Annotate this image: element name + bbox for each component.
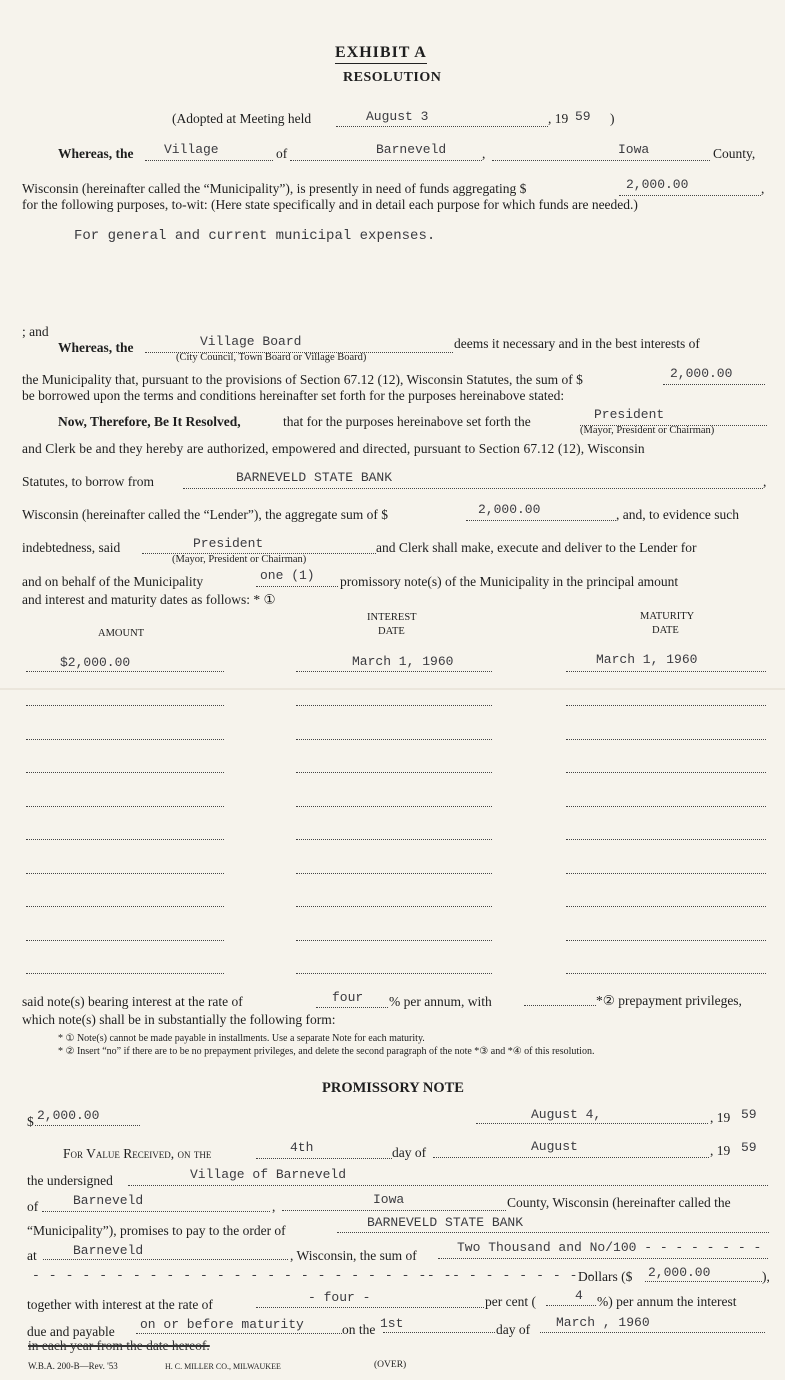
whereas-1-comma: , xyxy=(482,146,486,161)
resolved-line-7: and interest and maturity dates as follows: * ① xyxy=(22,592,276,607)
schedule-blank-line xyxy=(26,772,224,773)
col-header-maturity-date: DATE xyxy=(652,625,679,636)
schedule-blank-line xyxy=(26,739,224,740)
fvr-month: August xyxy=(531,1139,578,1154)
entity-name: Barneveld xyxy=(376,142,447,157)
note-count: one (1) xyxy=(260,568,315,583)
pay-place: Barneveld xyxy=(73,1243,144,1258)
aggregate-amount: 2,000.00 xyxy=(478,502,541,517)
document-subtitle: RESOLUTION xyxy=(343,70,442,85)
resolved-line-3-end: , xyxy=(763,474,767,489)
sum-words-line xyxy=(438,1258,768,1259)
interest-rate: four xyxy=(332,990,364,1005)
due-day: 1st xyxy=(380,1316,404,1331)
amount-line-1 xyxy=(619,195,761,196)
interest-clause-line-2: which note(s) shall be in substantially the following form: xyxy=(22,1012,336,1027)
payee-name: BARNEVELD STATE BANK xyxy=(367,1215,524,1230)
entity-type: Village xyxy=(164,142,219,157)
schedule-interest-date: March 1, 1960 xyxy=(352,654,454,669)
whereas-2-line-2: the Municipality that, pursuant to the provisions of Section 67.12 (12), Wisconsin Statutes, the sum of $ xyxy=(22,372,583,387)
adopted-prefix: (Adopted at Meeting held xyxy=(172,111,312,126)
col-header-amount: AMOUNT xyxy=(98,628,145,639)
fvr-day: 4th xyxy=(290,1140,314,1155)
resolved-line-3: Statutes, to borrow from xyxy=(22,474,154,489)
note-amount-line xyxy=(35,1125,140,1126)
resolved-line-4-end: , and, to evidence such xyxy=(616,507,739,522)
form-number: W.B.A. 200-B—Rev. '53 xyxy=(28,1361,118,1371)
fvr-day-line xyxy=(256,1158,392,1159)
payee-line xyxy=(337,1232,769,1233)
due-when: on or before maturity xyxy=(140,1317,304,1332)
footnote-1: * ① Note(s) cannot be made payable in installments. Use a separate Note for each maturity. xyxy=(58,1033,425,1044)
entity-name-line xyxy=(290,160,482,161)
struck-text: in each year from the date hereof. xyxy=(28,1338,210,1353)
pay-place-line xyxy=(43,1259,288,1260)
schedule-blank-line xyxy=(26,873,224,874)
fvr-label: For Value Received, on the xyxy=(63,1146,212,1161)
officer-title: President xyxy=(594,407,665,422)
resolved-line-4: Wisconsin (hereinafter called the “Lender”), the aggregate sum of $ xyxy=(22,507,389,522)
whereas-1-line-2-end: , xyxy=(761,181,765,196)
whereas-2-label: Whereas, the xyxy=(58,340,134,355)
place-comma: , xyxy=(272,1199,276,1214)
entity-type-line xyxy=(145,160,273,161)
schedule-blank-line xyxy=(296,973,492,974)
adopted-year: 59 xyxy=(575,109,591,124)
schedule-blank-line xyxy=(26,671,224,672)
rate-num-line xyxy=(546,1305,596,1306)
interest-clause-end: *② prepayment privileges, xyxy=(596,993,742,1008)
sum-words: Two Thousand and No/100 - - - - - - - - xyxy=(457,1240,762,1255)
printer-name: H. C. MILLER CO., MILWAUKEE xyxy=(165,1362,281,1371)
due-day-line xyxy=(383,1332,495,1333)
lender-line xyxy=(183,488,763,489)
rate-words: - four - xyxy=(308,1290,371,1305)
schedule-maturity-date: March 1, 1960 xyxy=(596,652,698,667)
whereas-1-line-3: for the following purposes, to-wit: (Here state specifically and in detail each purpose for which funds are needed.) xyxy=(22,197,638,212)
schedule-blank-line xyxy=(566,839,766,840)
governing-body: Village Board xyxy=(200,334,302,349)
over-label: (OVER) xyxy=(374,1360,407,1370)
due-label: due and payable xyxy=(27,1324,115,1339)
whereas-2-line-3: be borrowed upon the terms and conditions hereinafter set forth for the purposes hereinabove stated: xyxy=(22,388,565,403)
needed-amount: 2,000.00 xyxy=(626,177,689,192)
schedule-blank-line xyxy=(566,772,766,773)
schedule-blank-line xyxy=(296,671,492,672)
governing-body-hint: (City Council, Town Board or Village Board) xyxy=(176,352,367,363)
due-day-of: day of xyxy=(496,1322,531,1337)
county-line xyxy=(492,160,710,161)
schedule-blank-line xyxy=(296,806,492,807)
dollars-close: ), xyxy=(762,1269,770,1284)
due-month: March , 1960 xyxy=(556,1315,650,1330)
resolved-line-2: and Clerk be and they hereby are authorized, empowered and directed, pursuant to Section 67.12 (12), Wisconsin xyxy=(22,441,645,456)
note-county: Iowa xyxy=(373,1192,405,1207)
schedule-blank-line xyxy=(296,772,492,773)
dollars-label: Dollars ($ xyxy=(578,1269,633,1284)
place-name: Barneveld xyxy=(73,1193,144,1208)
due-on-the: on the xyxy=(342,1322,376,1337)
note-county-rest: County, Wisconsin (hereinafter called the xyxy=(507,1195,731,1210)
promise-line: “Municipality”), promises to pay to the order of xyxy=(27,1223,286,1238)
col-header-interest-date: DATE xyxy=(378,626,405,637)
schedule-blank-line xyxy=(566,940,766,941)
whereas-1-label: Whereas, the xyxy=(58,146,134,161)
col-header-interest: INTEREST xyxy=(367,612,417,623)
schedule-blank-line xyxy=(296,705,492,706)
schedule-blank-line xyxy=(296,940,492,941)
schedule-blank-line xyxy=(296,873,492,874)
document-title: EXHIBIT A xyxy=(335,44,427,64)
resolved-line-6: and on behalf of the Municipality xyxy=(22,574,204,589)
maker-name: Village of Barneveld xyxy=(190,1167,347,1182)
schedule-blank-line xyxy=(566,973,766,974)
rate-line xyxy=(316,1007,388,1008)
note-year: 59 xyxy=(741,1107,757,1122)
whereas-2-rest: deems it necessary and in the best interests of xyxy=(454,336,700,351)
officer-title-2: President xyxy=(193,536,264,551)
amount-line-2 xyxy=(663,384,765,385)
rate-words-line xyxy=(256,1307,484,1308)
place-of-label: of xyxy=(27,1199,39,1214)
note-amount-prefix: $ xyxy=(27,1114,34,1129)
schedule-blank-line xyxy=(26,973,224,974)
sum-dash-line: - - - - - - - - - - - - - - - - - - - - - - - -- -- - - - - - - - - xyxy=(32,1268,595,1283)
amount-line-3 xyxy=(466,520,616,521)
adopted-date-line xyxy=(336,126,548,127)
place-line xyxy=(42,1211,270,1212)
whereas-1-of: of xyxy=(276,146,288,161)
resolved-line-5: indebtedness, said xyxy=(22,540,121,555)
at-label: at xyxy=(27,1248,37,1263)
officer-hint: (Mayor, President or Chairman) xyxy=(580,425,715,436)
sum-label: , Wisconsin, the sum of xyxy=(290,1248,417,1263)
resolved-label: Now, Therefore, Be It Resolved, xyxy=(58,414,241,429)
dollars-amount: 2,000.00 xyxy=(648,1265,711,1280)
note-title: PROMISSORY NOTE xyxy=(322,1080,464,1096)
schedule-amount: $2,000.00 xyxy=(60,655,131,670)
schedule-blank-line xyxy=(566,873,766,874)
and-connector: ; and xyxy=(22,324,49,339)
note-count-line xyxy=(256,586,338,587)
schedule-blank-line xyxy=(296,839,492,840)
interest-clause-line-1: said note(s) bearing interest at the rate of xyxy=(22,994,243,1009)
schedule-blank-line xyxy=(566,906,766,907)
resolved-line-5-end: and Clerk shall make, execute and deliver to the Lender for xyxy=(376,540,697,555)
prepayment-line xyxy=(524,1005,596,1006)
whereas-1-line-2: Wisconsin (hereinafter called the “Municipality”), is presently in need of funds aggregating $ xyxy=(22,181,527,196)
schedule-blank-line xyxy=(26,940,224,941)
due-month-line xyxy=(540,1332,765,1333)
note-date: August 4, xyxy=(531,1107,602,1122)
rate-per-cent: per cent ( xyxy=(485,1294,536,1309)
footnote-2: * ② Insert “no” if there are to be no prepayment privileges, and delete the second paragraph of the note *③ and *④ of this resolution. xyxy=(58,1046,595,1057)
undersigned-label: the undersigned xyxy=(27,1173,113,1188)
fvr-year-prefix: , 19 xyxy=(710,1143,731,1158)
fvr-month-line xyxy=(433,1157,709,1158)
schedule-blank-line xyxy=(296,906,492,907)
interest-clause-percent: % per annum, with xyxy=(389,994,492,1009)
due-when-line xyxy=(136,1333,342,1334)
adopted-year-prefix: , 19 xyxy=(548,111,569,126)
schedule-blank-line xyxy=(26,906,224,907)
paper-fold-crease xyxy=(0,688,785,690)
fvr-year: 59 xyxy=(741,1140,757,1155)
resolved-line-1: that for the purposes hereinabove set forth the xyxy=(283,414,531,429)
adopted-date: August 3 xyxy=(366,109,429,124)
schedule-blank-line xyxy=(566,671,766,672)
adopted-close: ) xyxy=(610,111,615,126)
schedule-blank-line xyxy=(296,739,492,740)
county-name: Iowa xyxy=(618,142,650,157)
schedule-blank-line xyxy=(26,806,224,807)
note-county-line xyxy=(282,1210,506,1211)
rate-label: together with interest at the rate of xyxy=(27,1297,213,1312)
schedule-blank-line xyxy=(26,705,224,706)
purpose-text: For general and current municipal expenses. xyxy=(74,228,436,244)
officer-2-hint: (Mayor, President or Chairman) xyxy=(172,554,307,565)
note-year-prefix: , 19 xyxy=(710,1110,731,1125)
dollars-amount-line xyxy=(645,1281,762,1282)
schedule-blank-line xyxy=(566,739,766,740)
lender-name: BARNEVELD STATE BANK xyxy=(236,470,393,485)
maker-line xyxy=(128,1185,768,1186)
borrow-amount: 2,000.00 xyxy=(670,366,733,381)
schedule-blank-line xyxy=(566,705,766,706)
fvr-day-of: day of xyxy=(392,1145,427,1160)
schedule-blank-line xyxy=(566,806,766,807)
schedule-blank-line xyxy=(26,839,224,840)
note-amount: 2,000.00 xyxy=(37,1108,100,1123)
rate-number: 4 xyxy=(575,1288,583,1303)
rate-interest-end: %) per annum the interest xyxy=(597,1294,737,1309)
note-date-line xyxy=(476,1123,708,1124)
col-header-maturity: MATURITY xyxy=(640,611,695,622)
county-label: County, xyxy=(713,146,756,161)
resolved-line-6-end: promissory note(s) of the Municipality in the principal amount xyxy=(340,574,679,589)
